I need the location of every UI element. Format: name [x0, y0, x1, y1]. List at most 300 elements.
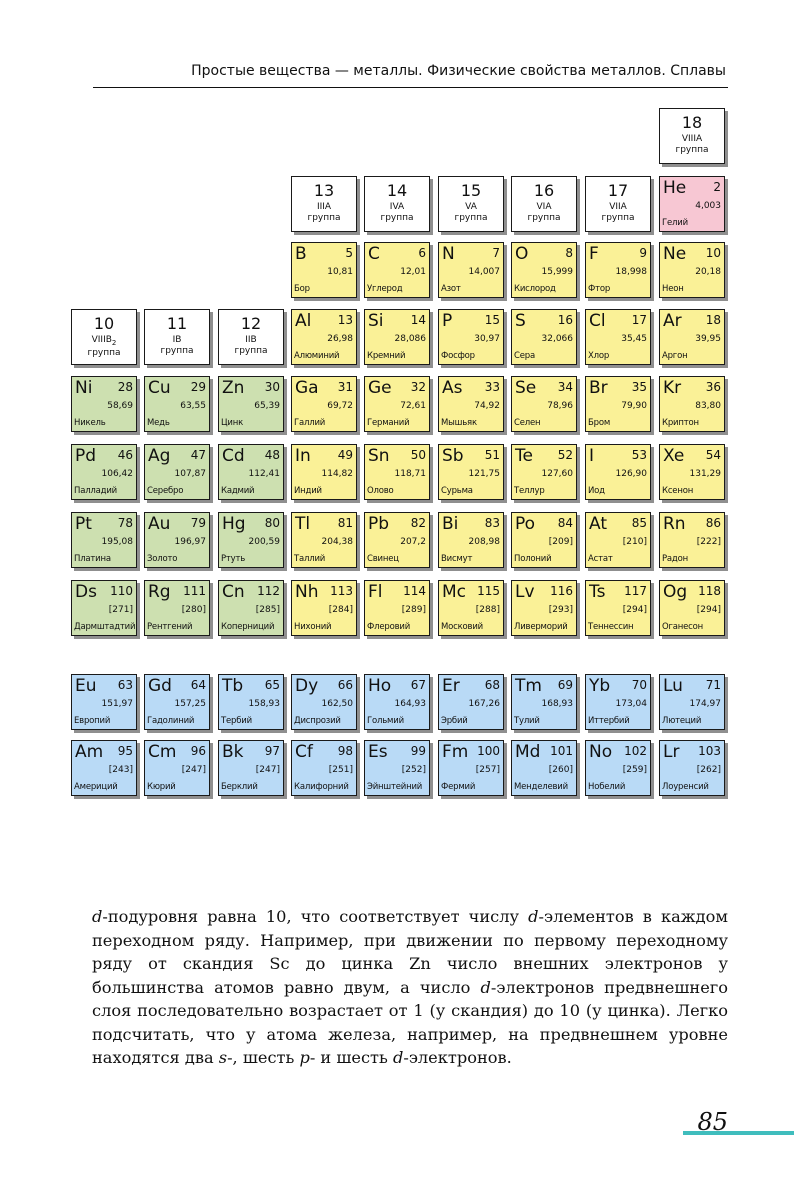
atomic-number: 46	[117, 448, 133, 462]
atomic-number: 84	[557, 516, 573, 530]
group-roman: IIIA	[316, 202, 332, 212]
italic-d: d	[480, 977, 491, 997]
element-name: Мышьяк	[441, 418, 477, 428]
atomic-number: 111	[183, 584, 206, 598]
element-name: Таллий	[294, 554, 326, 564]
element-symbol: Lu	[663, 676, 683, 696]
element-symbol: B	[295, 244, 307, 264]
element-symbol: Ge	[368, 378, 392, 398]
group-word: группа	[601, 213, 635, 223]
element-symbol: Tb	[222, 676, 244, 696]
atomic-mass: 208,98	[468, 537, 500, 547]
element-name: Тулий	[514, 716, 540, 726]
atomic-mass: 58,69	[107, 401, 133, 411]
atomic-number: 95	[117, 744, 133, 758]
atomic-mass: 121,75	[468, 469, 500, 479]
element-symbol: Se	[515, 378, 537, 398]
group-word: группа	[160, 346, 194, 356]
atomic-mass: [271]	[108, 605, 133, 615]
element-cell-au	[144, 512, 210, 568]
atomic-number: 52	[557, 448, 573, 462]
atomic-mass: [280]	[181, 605, 206, 615]
group-header-18	[659, 108, 725, 164]
atomic-number: 48	[264, 448, 280, 462]
element-cell-er	[438, 674, 504, 730]
element-symbol: I	[589, 446, 595, 466]
group-roman: IB	[172, 335, 182, 345]
element-name: Иттербий	[588, 716, 630, 726]
element-cell-o	[511, 242, 577, 298]
element-name: Лютеций	[662, 716, 702, 726]
element-cell-md	[511, 740, 577, 796]
atomic-number: 67	[410, 678, 426, 692]
atomic-mass: 18,998	[615, 267, 647, 277]
atomic-number: 5	[345, 246, 353, 260]
element-name: Полоний	[514, 554, 552, 564]
element-cell-tm	[511, 674, 577, 730]
element-cell-n	[438, 242, 504, 298]
element-name: Европий	[74, 716, 111, 726]
element-name: Цинк	[221, 418, 244, 428]
atomic-mass: [262]	[696, 765, 721, 775]
element-cell-ga	[291, 376, 357, 432]
atomic-mass: [243]	[108, 765, 133, 775]
element-name: Теннессин	[588, 622, 634, 632]
element-symbol: Rg	[148, 582, 171, 602]
element-name: Бром	[588, 418, 611, 428]
atomic-mass: 157,25	[174, 699, 206, 709]
element-symbol: Cl	[589, 311, 606, 331]
element-name: Кадмий	[221, 486, 255, 496]
atomic-number: 97	[264, 744, 280, 758]
element-cell-mc	[438, 580, 504, 636]
atomic-number: 29	[190, 380, 206, 394]
group-number: 14	[386, 181, 408, 200]
element-name: Углерод	[367, 284, 403, 294]
atomic-number: 9	[639, 246, 647, 260]
element-name: Азот	[441, 284, 461, 294]
italic-d: d	[392, 1048, 404, 1067]
atomic-number: 82	[410, 516, 426, 530]
element-name: Гольмий	[367, 716, 404, 726]
element-symbol: Ar	[663, 311, 682, 331]
atomic-mass: [210]	[622, 537, 647, 547]
element-symbol: Es	[368, 742, 388, 762]
group-word: группа	[527, 213, 561, 223]
element-name: Кислород	[514, 284, 556, 294]
element-cell-at	[585, 512, 651, 568]
element-symbol: N	[442, 244, 455, 264]
atomic-mass: 35,45	[621, 334, 647, 344]
element-name: Диспрозий	[294, 716, 341, 726]
element-cell-tb	[218, 674, 284, 730]
atomic-number: 16	[557, 313, 573, 327]
group-number: 10	[93, 314, 115, 333]
element-symbol: Lr	[663, 742, 680, 762]
element-name: Иод	[588, 486, 605, 496]
element-cell-yb	[585, 674, 651, 730]
element-name: Ливерморий	[514, 622, 568, 632]
atomic-number: 101	[550, 744, 573, 758]
atomic-mass: [247]	[181, 765, 206, 775]
element-name: Теллур	[514, 486, 545, 496]
atomic-mass: 4,003	[695, 201, 721, 211]
element-symbol: O	[515, 244, 529, 264]
element-name: Аргон	[662, 351, 688, 361]
element-name: Кюрий	[147, 782, 176, 792]
atomic-mass: 173,04	[615, 699, 647, 709]
group-header-14	[364, 176, 430, 232]
element-name: Менделевий	[514, 782, 568, 792]
element-cell-fm	[438, 740, 504, 796]
element-name: Хлор	[588, 351, 610, 361]
element-symbol: Ds	[75, 582, 97, 602]
element-cell-gd	[144, 674, 210, 730]
atomic-number: 63	[117, 678, 133, 692]
page-number: 85	[697, 1108, 728, 1136]
group-number: 15	[460, 181, 482, 200]
group-roman: IIB	[245, 335, 257, 345]
atomic-number: 68	[484, 678, 500, 692]
element-symbol: Am	[75, 742, 104, 762]
element-cell-p	[438, 309, 504, 365]
atomic-mass: 72,61	[400, 401, 426, 411]
atomic-mass: [284]	[328, 605, 353, 615]
element-symbol: Hg	[222, 514, 246, 534]
element-symbol: C	[368, 244, 380, 264]
atomic-mass: [222]	[696, 537, 721, 547]
element-name: Америций	[74, 782, 118, 792]
element-symbol: Yb	[589, 676, 611, 696]
atomic-mass: 200,59	[248, 537, 280, 547]
atomic-number: 30	[264, 380, 280, 394]
element-name: Флеровий	[367, 622, 411, 632]
element-cell-og	[659, 580, 725, 636]
element-name: Астат	[588, 554, 613, 564]
atomic-mass: 151,97	[101, 699, 133, 709]
atomic-number: 114	[403, 584, 426, 598]
element-cell-c	[364, 242, 430, 298]
atomic-mass: 74,92	[474, 401, 500, 411]
element-symbol: Au	[148, 514, 171, 534]
group-word: группа	[87, 347, 121, 358]
element-symbol: Mc	[442, 582, 467, 602]
group-header-12	[218, 309, 284, 365]
atomic-number: 83	[484, 516, 500, 530]
element-name: Фермий	[441, 782, 476, 792]
atomic-number: 47	[190, 448, 206, 462]
element-name: Тербий	[221, 716, 252, 726]
atomic-mass: 174,97	[689, 699, 721, 709]
element-cell-i	[585, 444, 651, 500]
element-name: Неон	[662, 284, 684, 294]
group-number: 13	[313, 181, 335, 200]
group-roman: VIIA	[609, 202, 627, 212]
element-name: Никель	[74, 418, 106, 428]
atomic-number: 33	[484, 380, 500, 394]
element-name: Галлий	[294, 418, 326, 428]
element-cell-es	[364, 740, 430, 796]
group-word: группа	[380, 213, 414, 223]
element-name: Дармштадтий	[74, 622, 136, 632]
atomic-number: 7	[492, 246, 500, 260]
element-cell-kr	[659, 376, 725, 432]
element-name: Свинец	[367, 554, 399, 564]
atomic-mass: [288]	[475, 605, 500, 615]
group-roman: $VIIIB_2$	[91, 335, 117, 347]
element-name: Гадолиний	[147, 716, 195, 726]
atomic-mass: 196,97	[174, 537, 206, 547]
element-name: Лоуренсий	[662, 782, 709, 792]
element-name: Золото	[147, 554, 178, 564]
atomic-number: 69	[557, 678, 573, 692]
atomic-number: 34	[557, 380, 573, 394]
group-word: группа	[234, 346, 268, 356]
atomic-mass: [252]	[401, 765, 426, 775]
element-cell-cd	[218, 444, 284, 500]
atomic-mass: 30,97	[474, 334, 500, 344]
atomic-number: 118	[698, 584, 721, 598]
element-cell-tl	[291, 512, 357, 568]
atomic-mass: 168,93	[541, 699, 573, 709]
atomic-number: 28	[117, 380, 133, 394]
element-symbol: F	[589, 244, 599, 264]
atomic-number: 51	[484, 448, 500, 462]
element-name: Московий	[441, 622, 483, 632]
text-run: -подуровня равна 10, что соответствует числу	[102, 907, 529, 926]
atomic-mass: 106,42	[101, 469, 133, 479]
atomic-number: 66	[337, 678, 353, 692]
element-cell-cm	[144, 740, 210, 796]
group-roman: VIIIA	[681, 134, 703, 144]
element-cell-ar	[659, 309, 725, 365]
element-name: Кремний	[367, 351, 406, 361]
atomic-mass: 114,82	[321, 469, 353, 479]
atomic-number: 36	[705, 380, 721, 394]
group-number: 11	[166, 314, 188, 333]
element-symbol: Bk	[222, 742, 244, 762]
atomic-number: 98	[337, 744, 353, 758]
atomic-number: 49	[337, 448, 353, 462]
element-name: Коперниций	[221, 622, 275, 632]
atomic-number: 32	[410, 380, 426, 394]
atomic-mass: 207,2	[400, 537, 426, 547]
atomic-number: 102	[624, 744, 647, 758]
element-cell-ni	[71, 376, 137, 432]
element-name: Ртуть	[221, 554, 246, 564]
atomic-number: 50	[410, 448, 426, 462]
element-cell-se	[511, 376, 577, 432]
atomic-mass: [260]	[548, 765, 573, 775]
element-name: Фосфор	[441, 351, 475, 361]
element-cell-cu	[144, 376, 210, 432]
element-cell-ag	[144, 444, 210, 500]
atomic-mass: 167,26	[468, 699, 500, 709]
element-symbol: Cn	[222, 582, 245, 602]
atomic-mass: 112,41	[248, 469, 280, 479]
group-roman: IVA	[389, 202, 405, 212]
element-symbol: Cd	[222, 446, 245, 466]
atomic-mass: [289]	[401, 605, 426, 615]
atomic-number: 54	[705, 448, 721, 462]
element-symbol: Gd	[148, 676, 172, 696]
element-cell-ts	[585, 580, 651, 636]
atomic-number: 79	[190, 516, 206, 530]
element-symbol: Fm	[442, 742, 469, 762]
element-name: Рентгений	[147, 622, 193, 632]
element-symbol: Ni	[75, 378, 93, 398]
element-cell-lv	[511, 580, 577, 636]
group-word: группа	[307, 213, 341, 223]
atomic-number: 17	[631, 313, 647, 327]
element-symbol: Md	[515, 742, 541, 762]
element-name: Германий	[367, 418, 410, 428]
element-symbol: Er	[442, 676, 460, 696]
atomic-mass: 28,086	[394, 334, 426, 344]
element-name: Палладий	[74, 486, 118, 496]
atomic-mass: [259]	[622, 765, 647, 775]
running-header: Простые вещества — металлы. Физические свойства металлов. Сплавы	[191, 63, 726, 79]
element-symbol: Te	[515, 446, 533, 466]
atomic-number: 64	[190, 678, 206, 692]
element-symbol: Tm	[515, 676, 542, 696]
atomic-number: 115	[477, 584, 500, 598]
element-symbol: Zn	[222, 378, 245, 398]
atomic-number: 110	[110, 584, 133, 598]
element-symbol: Tl	[295, 514, 311, 534]
element-symbol: Si	[368, 311, 384, 331]
element-name: Бор	[294, 284, 310, 294]
element-name: Олово	[367, 486, 394, 496]
element-cell-nh	[291, 580, 357, 636]
atomic-mass: 12,01	[400, 267, 426, 277]
group-number: 18	[681, 113, 703, 132]
atomic-mass: 69,72	[327, 401, 353, 411]
element-cell-fl	[364, 580, 430, 636]
atomic-number: 113	[330, 584, 353, 598]
element-symbol: Pt	[75, 514, 92, 534]
element-symbol: Po	[515, 514, 536, 534]
element-symbol: Eu	[75, 676, 97, 696]
atomic-number: 100	[477, 744, 500, 758]
atomic-number: 70	[631, 678, 647, 692]
element-name: Гелий	[662, 218, 688, 228]
atomic-mass: [257]	[475, 765, 500, 775]
element-symbol: Dy	[295, 676, 319, 696]
atomic-number: 18	[705, 313, 721, 327]
element-name: Селен	[514, 418, 541, 428]
element-cell-rg	[144, 580, 210, 636]
element-cell-rn	[659, 512, 725, 568]
text-run: -электронов.	[403, 1048, 512, 1067]
atomic-number: 112	[257, 584, 280, 598]
element-symbol: Sb	[442, 446, 464, 466]
atomic-number: 71	[705, 678, 721, 692]
element-name: Индий	[294, 486, 322, 496]
atomic-mass: 118,71	[394, 469, 426, 479]
element-cell-ne	[659, 242, 725, 298]
element-symbol: Cm	[148, 742, 177, 762]
element-cell-cf	[291, 740, 357, 796]
group-header-10	[71, 309, 137, 365]
element-cell-s	[511, 309, 577, 365]
element-symbol: Lv	[515, 582, 535, 602]
element-symbol: Nh	[295, 582, 319, 602]
atomic-mass: [247]	[255, 765, 280, 775]
atomic-mass: [251]	[328, 765, 353, 775]
atomic-mass: 83,80	[695, 401, 721, 411]
element-symbol: Al	[295, 311, 312, 331]
atomic-number: 31	[337, 380, 353, 394]
element-cell-xe	[659, 444, 725, 500]
element-name: Сера	[514, 351, 535, 361]
element-name: Оганесон	[662, 622, 703, 632]
group-header-11	[144, 309, 210, 365]
element-cell-pt	[71, 512, 137, 568]
atomic-mass: 39,95	[695, 334, 721, 344]
element-symbol: S	[515, 311, 526, 331]
element-symbol: Cu	[148, 378, 171, 398]
element-cell-in	[291, 444, 357, 500]
element-name: Калифорний	[294, 782, 349, 792]
atomic-number: 10	[705, 246, 721, 260]
element-name: Берклий	[221, 782, 258, 792]
element-cell-po	[511, 512, 577, 568]
atomic-mass: 20,18	[695, 267, 721, 277]
atomic-number: 85	[631, 516, 647, 530]
atomic-number: 35	[631, 380, 647, 394]
element-symbol: Fl	[368, 582, 383, 602]
atomic-mass: 32,066	[541, 334, 573, 344]
italic-d: d	[528, 907, 539, 926]
element-cell-al	[291, 309, 357, 365]
atomic-number: 86	[705, 516, 721, 530]
atomic-mass: 131,29	[689, 469, 721, 479]
element-cell-ge	[364, 376, 430, 432]
atomic-mass: 63,55	[180, 401, 206, 411]
atomic-number: 99	[410, 744, 426, 758]
element-symbol: Ts	[589, 582, 606, 602]
atomic-number: 96	[190, 744, 206, 758]
atomic-number: 6	[418, 246, 426, 260]
atomic-mass: 127,60	[541, 469, 573, 479]
element-name: Висмут	[441, 554, 473, 564]
element-cell-bi	[438, 512, 504, 568]
atomic-mass: 79,90	[621, 401, 647, 411]
element-name: Платина	[74, 554, 111, 564]
element-cell-cl	[585, 309, 651, 365]
element-cell-dy	[291, 674, 357, 730]
element-name: Эйнштейний	[367, 782, 423, 792]
group-number: 12	[240, 314, 262, 333]
atomic-number: 2	[713, 180, 721, 194]
atomic-mass: 14,007	[468, 267, 500, 277]
element-name: Криптон	[662, 418, 699, 428]
element-name: Медь	[147, 418, 170, 428]
element-cell-br	[585, 376, 651, 432]
element-cell-lr	[659, 740, 725, 796]
element-cell-b	[291, 242, 357, 298]
element-name: Радон	[662, 554, 688, 564]
atomic-number: 117	[624, 584, 647, 598]
element-symbol: He	[663, 178, 687, 198]
atomic-mass: 162,50	[321, 699, 353, 709]
atomic-mass: 195,08	[101, 537, 133, 547]
body-paragraph	[92, 905, 728, 1070]
element-name: Эрбий	[441, 716, 468, 726]
element-symbol: Br	[589, 378, 608, 398]
element-cell-am	[71, 740, 137, 796]
